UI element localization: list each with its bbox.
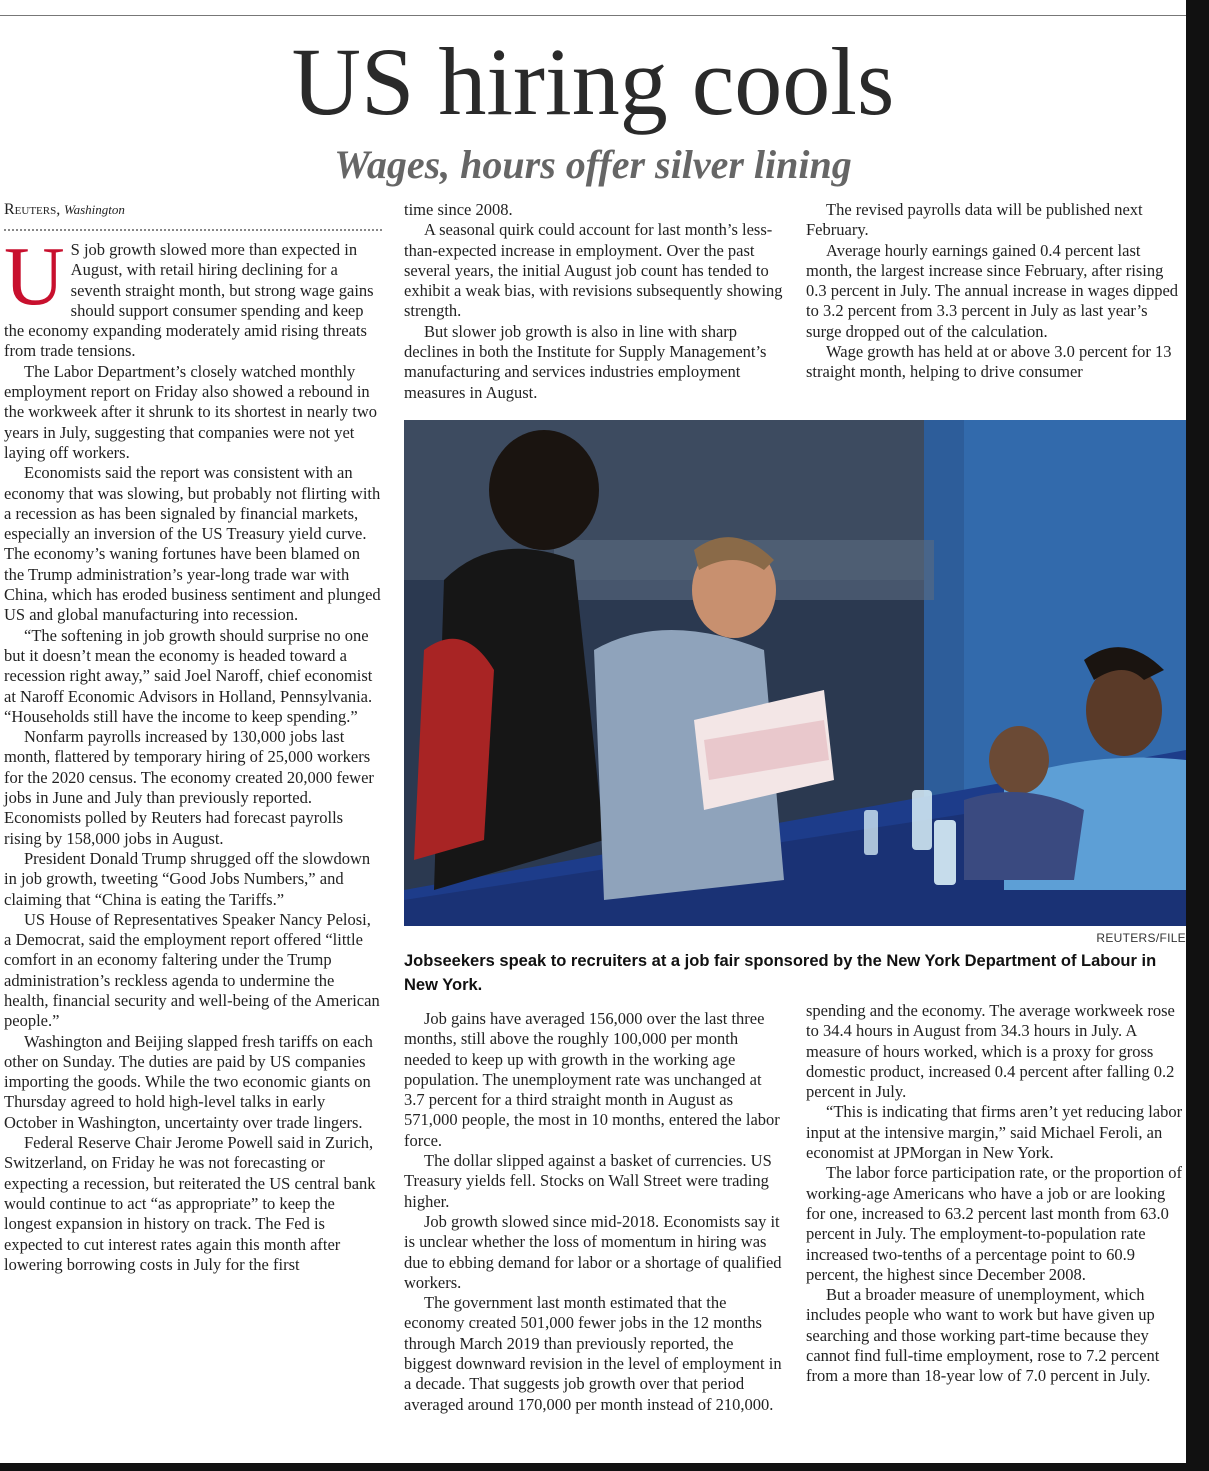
article-column-4 — [404, 1009, 784, 1415]
article-paragraph: The government last month estimated that the economy created 501,000 fewer jobs in the 12 months through March 2019 than previously reported, the biggest downward revision in the level of employment in a decade. That suggests job growth over that period averaged around 170,000 per month instead of 210,000. — [404, 1293, 782, 1414]
article-paragraph: U S job growth slowed more than expected in August, with retail hiring declining for a seventh straight month, but strong wage gains should support consumer spending and keep the economy expanding moderately amid rising threats from trade tensions. — [4, 230, 374, 361]
article-column-3 — [806, 200, 1186, 383]
job-fair-photo — [404, 420, 1186, 926]
article-paragraph: Average hourly earnings gained 0.4 percent last month, the largest increase since February, after rising 0.3 percent in July. The annual increase in wages dipped to 3.2 percent from 3.3 percent in July as last year’s surge dropped out of the calculation. — [806, 240, 1179, 341]
byline — [4, 200, 125, 220]
scan-edge-right — [1186, 0, 1209, 1471]
article-paragraph: The labor force participation rate, or the proportion of working-age Americans who have a job or are looking for one, increased to 63.2 percent last month from 63.0 percent in July. The employment-to-population rate increased two-tenths of a percentage point to 60.9 percent, the highest since December 2008. — [806, 1163, 1182, 1284]
subhead: Wages, hours offer silver lining — [334, 142, 852, 187]
headline: US hiring cools — [291, 28, 895, 135]
article-paragraph: Job growth slowed since mid-2018. Economists say it is unclear whether the loss of momentum in hiring was due to ebbing demand for labor or a shortage of qualified workers. — [404, 1211, 782, 1292]
article-paragraph: “The softening in job growth should surprise no one but it doesn’t mean the economy is headed toward a recession right away,” said Joel Naroff, chief economist at Naroff Economic Advisors in Holland, Pennsylvania. “Households still have the income to keep spending.” — [4, 625, 373, 726]
article-paragraph: The Labor Department’s closely watched monthly employment report on Friday also showed a rebound in the workweek after it shrunk to its shortest in nearly two years in July, suggesting that companies were not yet laying off workers. — [4, 361, 377, 462]
article-column-1 — [4, 230, 382, 1275]
photo-caption: Jobseekers speak to recruiters at a job fair sponsored by the New York Department of Labour in New York. — [404, 952, 1157, 994]
scan-edge-bottom — [0, 1463, 1209, 1471]
photo-credit: REUTERS/FILE — [1096, 931, 1186, 945]
article-paragraph: Economists said the report was consistent with an economy that was slowing, but probably not flirting with a recession as has been signaled by financial markets, especially an inversion of the US Treasury yield curve. The economy’s waning fortunes have been blamed on the Trump administration’s year-long trade war with China, which has eroded business sentiment and plunged US and global manufacturing into recession. — [4, 463, 381, 625]
article-paragraph: Wage growth has held at or above 3.0 percent for 13 straight month, helping to drive consumer — [806, 342, 1172, 382]
article-paragraph: But slower job growth is also in line with sharp declines in both the Institute for Supply Management’s manufacturing and services industries employment measures in August. — [404, 321, 767, 402]
article-paragraph: time since 2008. — [404, 200, 513, 219]
article-paragraph: A seasonal quirk could account for last month’s less-than-expected increase in employment. Over the past several years, the initial August job count has tended to exhibit a weak bias, with revisions subsequently showing strength. — [404, 220, 783, 321]
article-paragraph: “This is indicating that firms aren’t yet reducing labor input at the intensive margin,” said Michael Feroli, an economist at JPMorgan in New York. — [806, 1102, 1183, 1163]
article-paragraph: Federal Reserve Chair Jerome Powell said in Zurich, Switzerland, on Friday he was not forecasting or expecting a recession, but reiterated the US central bank would continue to act “as appropriate” to keep the longest expansion in history on track. The Fed is expected to cut interest rates again this month after lowering borrowing costs in July for the first — [4, 1133, 376, 1274]
article-paragraph: Job gains have averaged 156,000 over the last three months, still above the roughly 100,000 per month needed to keep up with growth in the working age population. The unemployment rate was unchanged at 3.7 percent for a third straight month in August as 571,000 people, the most in 10 months, entered the labor force. — [404, 1009, 780, 1150]
byline-agency: Reuters, — [4, 201, 61, 218]
article-paragraph: The revised payrolls data will be published next February. — [806, 200, 1143, 240]
article-paragraph: Nonfarm payrolls increased by 130,000 jobs last month, flattered by temporary hiring of 25,000 workers for the 2020 census. The economy created 20,000 fewer jobs in June and July than previously reported. Economists polled by Reuters had forecast payrolls rising by 158,000 jobs in August. — [4, 727, 374, 848]
article-paragraph: US House of Representatives Speaker Nancy Pelosi, a Democrat, said the employment report offered “little comfort in an economy faltering under the Trump administration’s reckless agenda to undermine the health, financial security and well-being of the American people.” — [4, 909, 380, 1031]
drop-cap: U — [4, 230, 65, 323]
article-paragraph: Washington and Beijing slapped fresh tariffs on each other on Sunday. The duties are paid by US companies importing the goods. While the two economic giants on Thursday agreed to hold high-level talks in early October in Washington, uncertainty over trade lingers. — [4, 1031, 373, 1132]
article-paragraph: The dollar slipped against a basket of currencies. US Treasury yields fell. Stocks on Wall Street were trading higher. — [404, 1151, 772, 1211]
article-paragraph: President Donald Trump shrugged off the slowdown in job growth, tweeting “Good Jobs Numbers,” and claiming that “China is eating the Tariffs.” — [4, 848, 371, 909]
article-paragraph: But a broader measure of unemployment, which includes people who want to work but have given up searching and those working part-time because they cannot find full-time employment, rose to 7.2 percent from a more than 18-year low of 7.0 percent in July. — [806, 1285, 1160, 1386]
article-paragraph: spending and the economy. The average workweek rose to 34.4 hours in August from 34.3 hours in July. A measure of hours worked, which is a proxy for gross domestic product, increased 0.4 percent after falling 0.2 percent in July. — [806, 1001, 1175, 1102]
job-fair-photo-illustration — [404, 420, 1186, 926]
article-column-5 — [806, 1001, 1186, 1387]
byline-location: Washington — [63, 202, 125, 217]
top-rule — [0, 15, 1186, 16]
article-column-2 — [404, 200, 784, 403]
